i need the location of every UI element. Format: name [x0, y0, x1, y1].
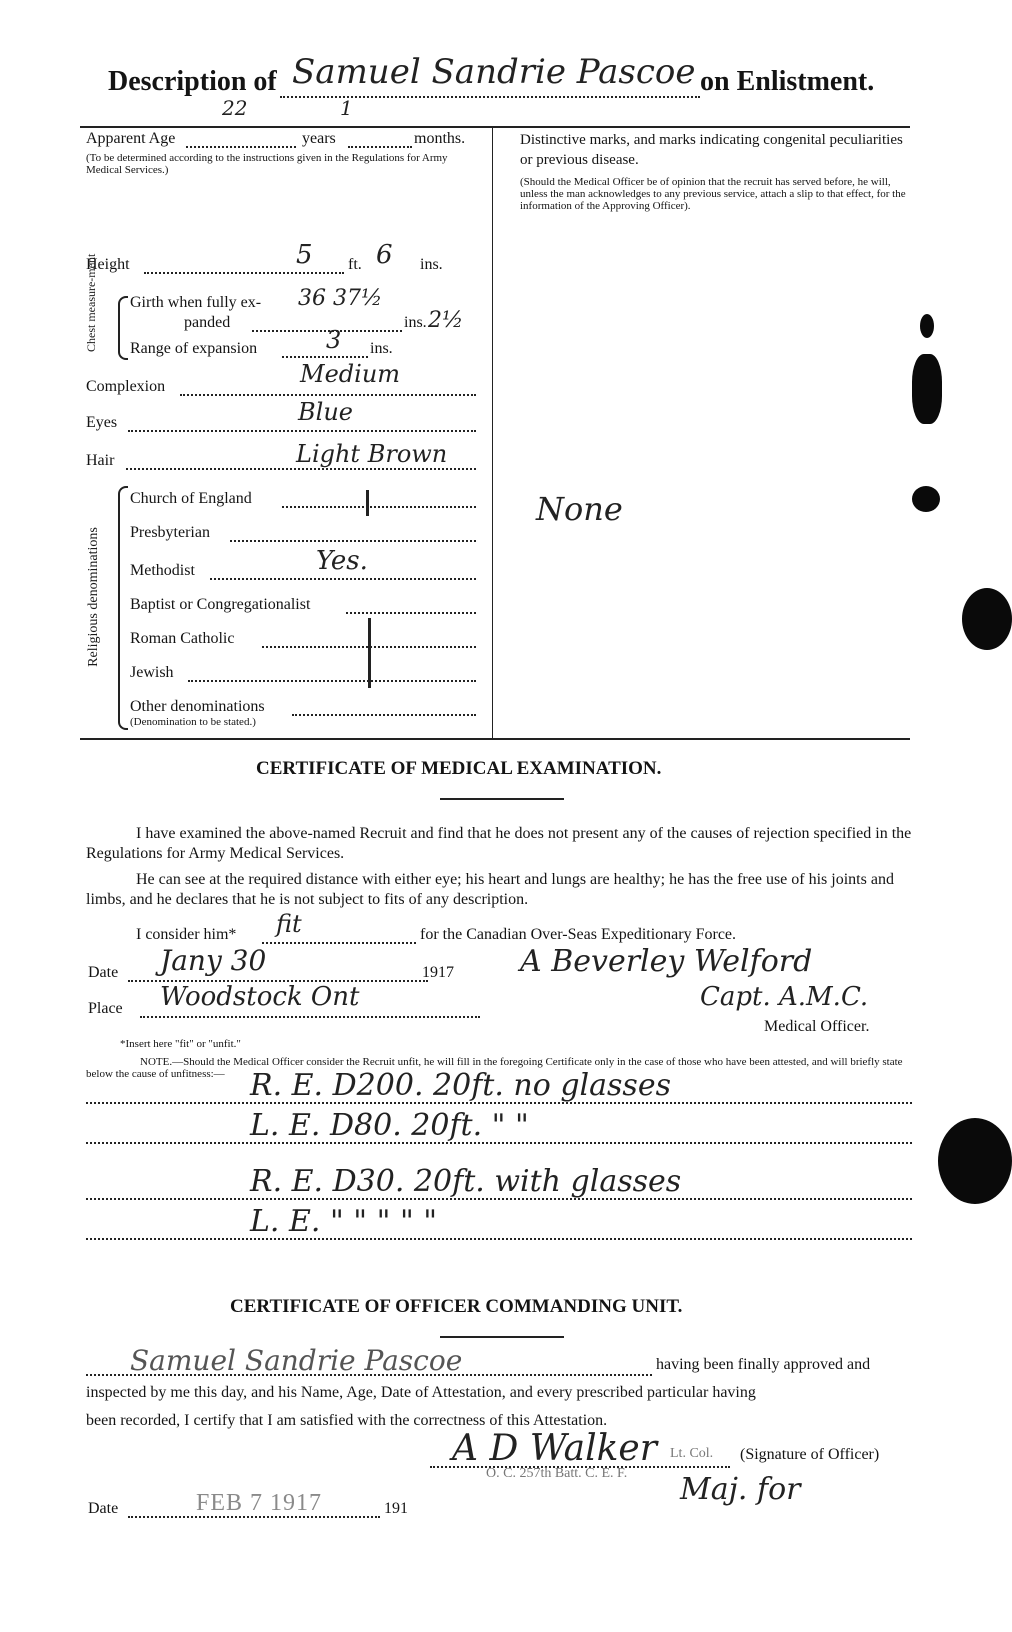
- medical-date-label: Date: [88, 964, 119, 981]
- religion-line-jewish: [188, 680, 476, 682]
- religion-side-label: Religious denominations: [86, 527, 101, 667]
- girth-unit: ins.: [404, 314, 427, 331]
- marks-note: (Should the Medical Officer be of opinion that the recruit has served before, he will, unless the man acknowledges to any previous service, attach a slip to that effect, for the information of the Approving Officer).: [520, 176, 906, 212]
- medical-signature-hand: A Beverley Welford: [520, 944, 813, 979]
- height-label: Height: [86, 256, 130, 273]
- commanding-text-3: been recorded, I certify that I am satisfied with the correctness of this Attestation.: [86, 1412, 608, 1429]
- age-years-label: years: [302, 130, 336, 147]
- medical-place-label: Place: [88, 1000, 123, 1017]
- insert-note: *Insert here "fit" or "unfit.": [120, 1038, 241, 1050]
- religion-line-baptist: [346, 612, 476, 614]
- religion-label-roman-catholic: Roman Catholic: [130, 630, 235, 647]
- religion-brace: [118, 486, 128, 730]
- religion-strike-1: [366, 490, 369, 516]
- height-line: [144, 272, 344, 274]
- religion-label-methodist: Methodist: [130, 562, 195, 579]
- margin-blot-1: [920, 314, 934, 338]
- title-suffix: on Enlistment.: [700, 66, 875, 97]
- girth-label-1: Girth when fully ex-: [130, 294, 262, 311]
- range-line: [282, 356, 368, 358]
- religion-line-presbyterian: [230, 540, 476, 542]
- commanding-name-hand: Samuel Sandrie Pascoe: [130, 1344, 463, 1377]
- age-years-line: [186, 146, 296, 148]
- girth-hand: 36 37½: [298, 286, 383, 311]
- unfit-line-4: [86, 1238, 912, 1240]
- medical-date-hand: Jany 30: [160, 944, 267, 977]
- column-divider: [492, 128, 493, 738]
- consider-suffix: for the Canadian Over-Seas Expeditionary Force.: [420, 926, 737, 943]
- hair-line: [126, 468, 476, 470]
- religion-label-jewish: Jewish: [130, 664, 174, 681]
- medical-place-line: [140, 1016, 480, 1018]
- chest-brace: [118, 296, 128, 360]
- range-label: Range of expansion: [130, 340, 258, 357]
- religion-label-other: Other denominations: [130, 698, 265, 715]
- age-note: (To be determined according to the instructions given in the Regulations for Army Medical Services.): [86, 152, 448, 176]
- unfit-text-3: R. E. D30. 20ft. with glasses: [250, 1164, 682, 1199]
- religion-note: (Denomination to be stated.): [130, 716, 256, 728]
- punch-hole-1: [962, 588, 1012, 650]
- unfit-text-2: L. E. D80. 20ft. " ": [250, 1108, 529, 1143]
- consider-prefix: I consider him*: [136, 926, 237, 943]
- medical-place-hand: Woodstock Ont: [160, 982, 360, 1012]
- eyes-hand: Blue: [298, 398, 353, 426]
- medical-heading: CERTIFICATE OF MEDICAL EXAMINATION.: [256, 758, 662, 779]
- unfit-note: NOTE.—Should the Medical Officer consider the Recruit unfit, he will fill in the foregoing Certificate only in the case of those who have been attested, and will briefly state below the cause of unfitness:—: [86, 1056, 903, 1080]
- recruit-name-hand: Samuel Sandrie Pascoe: [292, 52, 696, 92]
- complexion-hand: Medium: [300, 360, 401, 388]
- margin-blot-3: [912, 486, 940, 512]
- commanding-heading: CERTIFICATE OF OFFICER COMMANDING UNIT.: [230, 1296, 683, 1317]
- height-ins-label: ins.: [420, 256, 443, 273]
- eyes-line: [128, 430, 476, 432]
- unfit-text-1: R. E. D200. 20ft. no glasses: [250, 1068, 671, 1103]
- religion-line-methodist: [210, 578, 476, 580]
- religion-label-presbyterian: Presbyterian: [130, 524, 210, 541]
- punch-hole-2: [938, 1118, 1012, 1204]
- religion-strike-2: [368, 618, 371, 688]
- commanding-date-stamp: FEB 7 1917: [196, 1490, 323, 1516]
- unfit-text-4: L. E. " " " " ": [250, 1204, 438, 1239]
- margin-blot-2: [912, 354, 942, 424]
- commanding-heading-rule: [440, 1336, 564, 1338]
- age-months-label: months.: [414, 130, 466, 147]
- consider-line: [262, 942, 416, 944]
- height-ins-hand: 6: [376, 240, 393, 270]
- consider-hand: fit: [276, 910, 302, 938]
- girth-extra-hand: 2½: [428, 308, 464, 333]
- girth-label-2: panded: [184, 314, 231, 331]
- medical-rank-hand: Capt. A.M.C.: [700, 982, 869, 1012]
- age-months-hand: 1: [340, 96, 353, 120]
- commanding-rank: Lt. Col.: [670, 1446, 714, 1461]
- religion-line-church-of-england: [282, 506, 476, 508]
- marks-value-hand: None: [536, 490, 623, 528]
- age-years-hand-top: 22: [222, 96, 248, 120]
- height-ft-label: ft.: [348, 256, 362, 273]
- marks-heading: Distinctive marks, and marks indicating congenital peculiarities or previous disease.: [520, 132, 903, 168]
- range-hand: 3: [326, 326, 342, 354]
- religion-label-church-of-england: Church of England: [130, 490, 252, 507]
- medical-heading-rule: [440, 798, 564, 800]
- age-months-line: [348, 146, 412, 148]
- medical-para-2: He can see at the required distance with either eye; his heart and lungs are healthy; he has the free use of his joints and limbs, and he declares that he is not subject to fits of any description.: [86, 871, 894, 908]
- complexion-label: Complexion: [86, 378, 166, 395]
- commanding-text-1: having been finally approved and: [656, 1356, 871, 1373]
- title-prefix: Description of: [108, 66, 277, 97]
- commanding-date-label: Date: [88, 1500, 119, 1517]
- hair-hand: Light Brown: [296, 440, 448, 468]
- chest-side-label: Chest measure-ment: [84, 253, 98, 352]
- commanding-signature-hand: A D Walker: [452, 1428, 657, 1469]
- commanding-stamp: O. C. 257th Batt. C. E. F.: [486, 1466, 628, 1481]
- religion-line-other: [292, 714, 476, 716]
- eyes-label: Eyes: [86, 414, 118, 431]
- commanding-text-2: inspected by me this day, and his Name, Age, Date of Attestation, and every prescribed particular having: [86, 1384, 756, 1401]
- religion-label-baptist: Baptist or Congregationalist: [130, 596, 311, 613]
- medical-officer-label: Medical Officer.: [764, 1018, 870, 1035]
- religion-methodist-hand: Yes.: [316, 546, 368, 576]
- medical-para-1: I have examined the above-named Recruit and find that he does not present any of the causes of rejection specified in the Regulations for Army Medical Services.: [86, 825, 912, 862]
- age-label: Apparent Age: [86, 130, 176, 147]
- commanding-maj-hand: Maj. for: [680, 1472, 801, 1507]
- commanding-sig-label: (Signature of Officer): [740, 1446, 880, 1463]
- hair-label: Hair: [86, 452, 115, 469]
- top-rule: [80, 126, 910, 128]
- medical-date-year: 1917: [422, 964, 454, 981]
- complexion-line: [180, 394, 476, 396]
- commanding-date-year: 191: [384, 1500, 408, 1517]
- height-ft-hand: 5: [296, 240, 313, 270]
- range-unit: ins.: [370, 340, 393, 357]
- mid-rule: [80, 738, 910, 740]
